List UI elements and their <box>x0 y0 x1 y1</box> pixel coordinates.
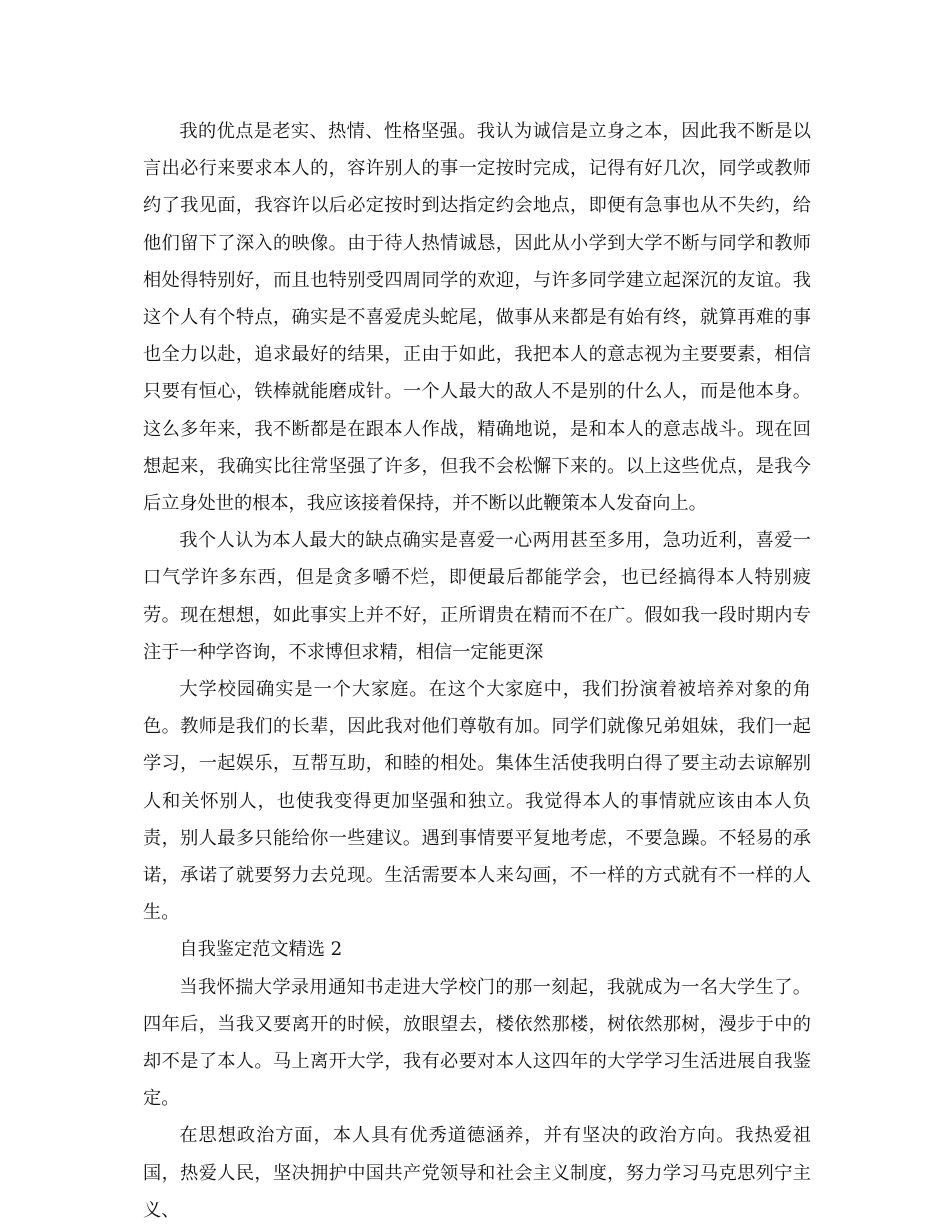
paragraph-strengths: 我的优点是老实、热情、性格坚强。我认为诚信是立身之本，因此我不断是以言出必行来要求本人的，容许别人的事一定按时完成，记得有好几次，同学或教师约了我见面，我容许以后必定按时到达指定约会地点，即便有急事也从不失约，给他们留下了深入的映像。由于待人热情诚恳，因此从小学到大学不断与同学和教师相处得特别好，而且也特别受四周同学的欢迎，与许多同学建立起深沉的友谊。我这个人有个特点，确实是不喜爱虎头蛇尾，做事从来都是有始有终，就算再难的事也全力以赴，追求最好的结果，正由于如此，我把本人的意志视为主要要素，相信只要有恒心，铁棒就能磨成针。一个人最大的敌人不是别的什么人，而是他本身。这么多年来，我不断都是在跟本人作战，精确地说，是和本人的意志战斗。现在回想起来，我确实比往常坚强了许多，但我不会松懈下来的。以上这些优点，是我今后立身处世的根本，我应该接着保持，并不断以此鞭策本人发奋向上。 <box>143 121 811 515</box>
paragraph-weaknesses: 我个人认为本人最大的缺点确实是喜爱一心两用甚至多用，急功近利，喜爱一口气学许多东西，但是贪多嚼不烂，即便最后都能学会，也已经搞得本人特别疲劳。现在想想，如此事实上并不好，正所谓贵在精而不在广。假如我一段时期内专注于一种学咨询，不求博但求精，相信一定能更深 <box>143 530 811 663</box>
section-heading: 自我鉴定范文精选 2 <box>179 939 343 961</box>
document-body <box>143 113 811 1229</box>
paragraph-campus-life: 大学校园确实是一个大家庭。在这个大家庭中，我们扮演着被培养对象的角色。教师是我们的长辈，因此我对他们尊敬有加。同学们就像兄弟姐妹，我们一起学习，一起娱乐，互帮互助，和睦的相处。集体生活使我明白得了要主动去谅解别人和关怀别人，也使我变得更加坚强和独立。我觉得本人的事情就应该由本人负责，别人最多只能给你一些建议。遇到事情要平复地考虑，不要急躁。不轻易的承诺，承诺了就要努力去兑现。生活需要本人来勾画，不一样的方式就有不一样的人生。 <box>143 679 811 924</box>
paragraph-university-entry: 当我怀揣大学录用通知书走进大学校门的那一刻起，我就成为一名大学生了。四年后，当我又要离开的时候，放眼望去，楼依然那楼，树依然那树，漫步于中的却不是了本人。马上离开大学，我有必要对本人这四年的大学学习生活进展自我鉴定。 <box>143 976 811 1110</box>
paragraph-political-thought: 在思想政治方面，本人具有优秀道德涵养，并有坚决的政治方向。我热爱祖国，热爱人民，坚决拥护中国共产党领导和社会主义制度，努力学习马克思列宁主义、 <box>143 1125 811 1221</box>
